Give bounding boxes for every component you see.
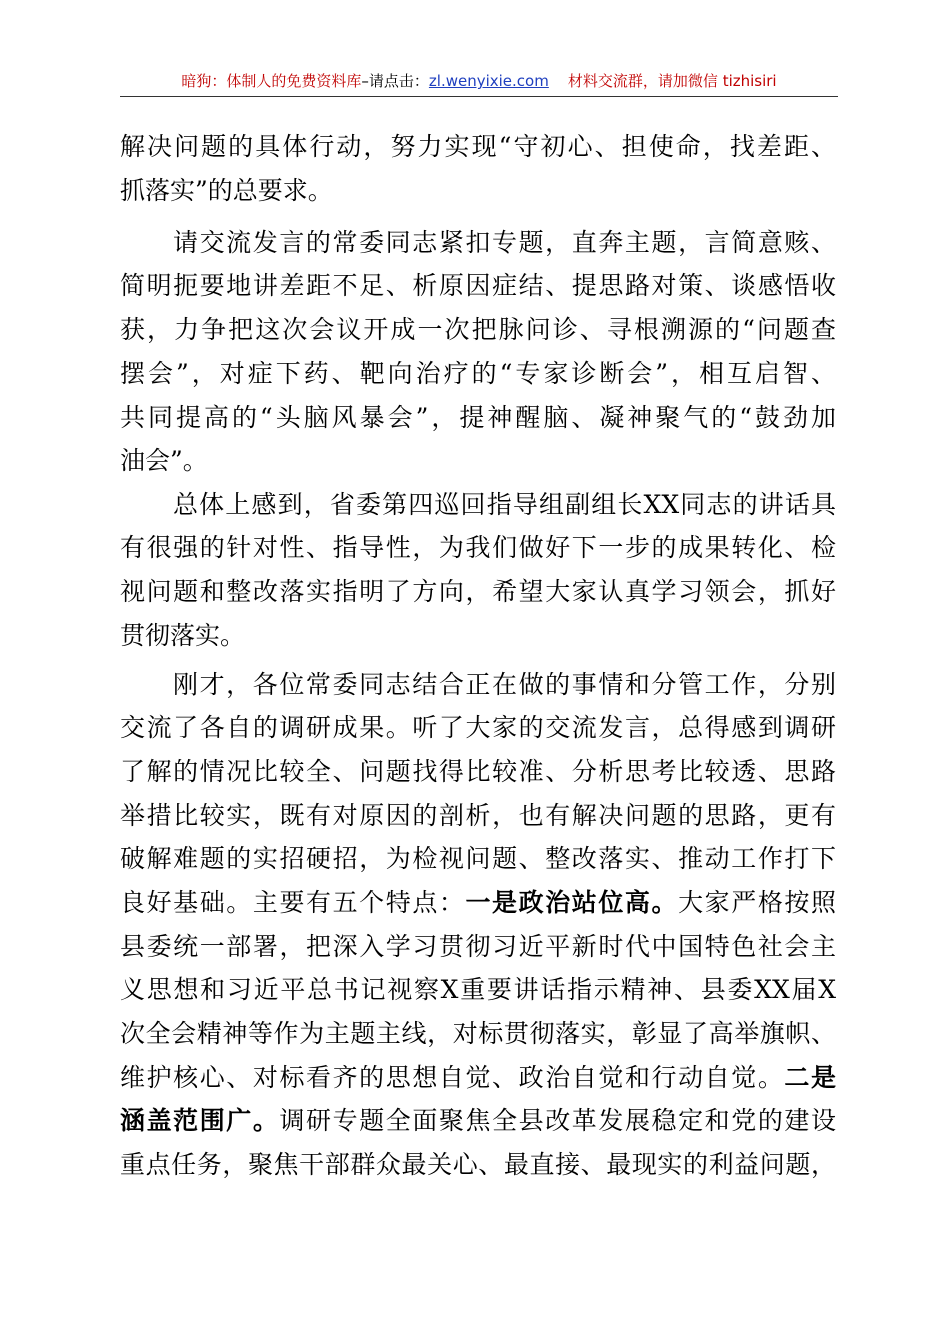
paragraph-line: 获，力争把这次会议开成一次把脉问诊、寻根溯源的“问题查 [120, 315, 836, 344]
paragraph-line: 了解的情况比较全、问题找得比较准、分析思考比较透、思路 [120, 757, 836, 786]
line-text: 维护核心、对标看齐的思想自觉、政治自觉和行动自觉。 [120, 1063, 785, 1092]
header-spacer [549, 72, 568, 90]
paragraph-line: 次全会精神等作为主题主线，对标贯彻落实，彰显了高举旗帜、 [120, 1019, 836, 1048]
paragraph-line [120, 886, 836, 920]
paragraph-line: 举措比较实，既有对原因的剖析，也有解决问题的思路，更有 [120, 801, 836, 830]
paragraph-line: 刚才，各位常委同志结合正在做的事情和分管工作，分别 [173, 670, 836, 699]
paragraph-line: 破解难题的实招硬招，为检视问题、整改落实、推动工作打下 [120, 844, 836, 873]
paragraph-line: 视问题和整改落实指明了方向，希望大家认真学习领会，抓好 [120, 577, 836, 606]
header-click-prompt: –请点击： [361, 72, 429, 90]
paragraph-line: 重点任务，聚焦干部群众最关心、最直接、最现实的利益问题， [120, 1150, 836, 1179]
paragraph-line: 交流了各自的调研成果。听了大家的交流发言，总得感到调研 [120, 713, 836, 742]
paragraph-line: 请交流发言的常委同志紧扣专题，直奔主题，言简意赅、 [173, 228, 836, 257]
highlight-point-two: 二是 [784, 1063, 836, 1092]
paragraph-line: 义思想和习近平总书记视察X重要讲话指示精神、县委XX届X [120, 975, 836, 1004]
highlight-point-two-cont: 涵盖范围广。 [120, 1106, 280, 1135]
paragraph-line: 县委统一部署，把深入学习贯彻习近平新时代中国特色社会主 [120, 932, 836, 961]
paragraph-line: 贯彻落实。 [120, 621, 246, 650]
paragraph-line [120, 1104, 836, 1138]
paragraph-line: 摆会”，对症下药、靶向治疗的“专家诊断会”，相互启智、 [120, 359, 836, 388]
paragraph-line: 简明扼要地讲差距不足、析原因症结、提思路对策、谈感悟收 [120, 271, 836, 300]
line-text: 良好基础。主要有五个特点： [120, 888, 466, 917]
paragraph-line: 解决问题的具体行动，努力实现“守初心、担使命，找差距、 [120, 132, 836, 161]
line-text: 调研专题全面聚焦全县改革发展稳定和党的建设 [279, 1106, 836, 1135]
paragraph-line: 抓落实”的总要求。 [120, 176, 333, 205]
header-site-name: 暗狗：体制人的免费资料库 [181, 72, 362, 90]
paragraph-line [120, 1061, 836, 1095]
paragraph-line: 共同提高的“头脑风暴会”，提神醒脑、凝神聚气的“鼓劲加 [120, 403, 836, 432]
header-divider [120, 96, 838, 97]
line-text: 大家严格按照 [678, 888, 836, 917]
page-header [120, 66, 838, 96]
paragraph-line: 油会”。 [120, 446, 208, 475]
paragraph-line: 有很强的针对性、指导性，为我们做好下一步的成果转化、检 [120, 533, 836, 562]
header-url-link[interactable]: zl.wenyixie.com [428, 72, 549, 90]
header-wechat-note: 材料交流群，请加微信 tizhisiri [567, 72, 777, 90]
paragraph-line: 总体上感到，省委第四巡回指导组副组长XX同志的讲话具 [173, 490, 836, 519]
highlight-point-one: 一是政治站位高。 [465, 888, 679, 917]
